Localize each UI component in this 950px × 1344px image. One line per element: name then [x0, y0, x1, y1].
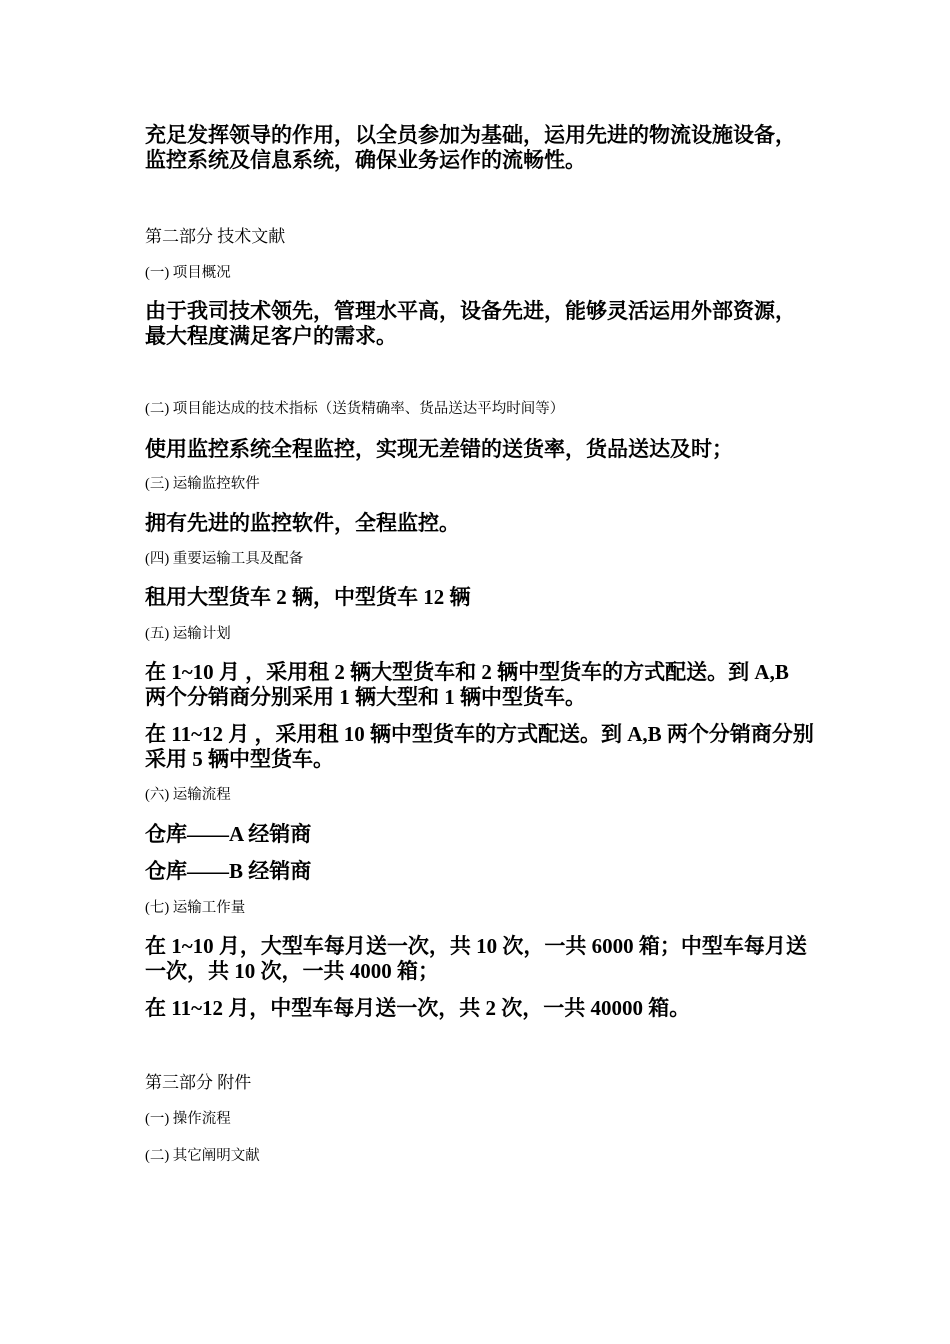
overview-paragraph: 由于我司技术领先，管理水平高，设备先进，能够灵活运用外部资源，最大程度满足客户的需求。 [145, 299, 796, 348]
section-heading-monitoring-software: (三) 运输监控软件 [145, 476, 260, 492]
tech-indicators-paragraph: 使用监控系统全程监控，实现无差错的送货率，货品送达及时； [145, 437, 733, 461]
section-heading-transport-flow: (六) 运输流程 [145, 787, 231, 803]
workload-paragraph-2: 在 11~12 月，中型车每月送一次，共 2 次，一共 40000 箱。 [145, 996, 691, 1020]
part2-title: 第二部分 技术文献 [145, 227, 286, 246]
section-heading-vehicles: (四) 重要运输工具及配备 [145, 551, 304, 567]
section-heading-other-documents: (二) 其它阐明文献 [145, 1148, 260, 1164]
workload-paragraph-1: 在 1~10 月，大型车每月送一次，共 10 次，一共 6000 箱；中型车每月送一次，共 10 次，一共 4000 箱； [145, 934, 807, 983]
transport-plan-paragraph-1: 在 1~10 月 ，采用租 2 辆大型货车和 2 辆中型货车的方式配送。到 A,B 两个分销商分别采用 1 辆大型和 1 辆中型货车。 [145, 660, 789, 709]
vehicles-paragraph: 租用大型货车 2 辆，中型货车 12 辆 [145, 585, 471, 609]
part3-title: 第三部分 附件 [145, 1073, 252, 1092]
intro-paragraph: 充足发挥领导的作用，以全员参加为基础，运用先进的物流设施设备，监控系统及信息系统，确保业务运作的流畅性。 [145, 123, 796, 172]
section-heading-overview: (一) 项目概况 [145, 265, 231, 281]
section-heading-tech-indicators: (二) 项目能达成的技术指标（送货精确率、货品送达平均时间等） [145, 401, 565, 417]
section-heading-workload: (七) 运输工作量 [145, 900, 246, 916]
transport-flow-line-b: 仓库——B 经销商 [145, 859, 312, 883]
monitoring-software-paragraph: 拥有先进的监控软件，全程监控。 [145, 511, 460, 535]
transport-flow-line-a: 仓库——A 经销商 [145, 822, 312, 846]
section-heading-operation-flow: (一) 操作流程 [145, 1111, 231, 1127]
section-heading-transport-plan: (五) 运输计划 [145, 626, 231, 642]
transport-plan-paragraph-2: 在 11~12 月 ，采用租 10 辆中型货车的方式配送。到 A,B 两个分销商分别采用 5 辆中型货车。 [145, 722, 814, 771]
